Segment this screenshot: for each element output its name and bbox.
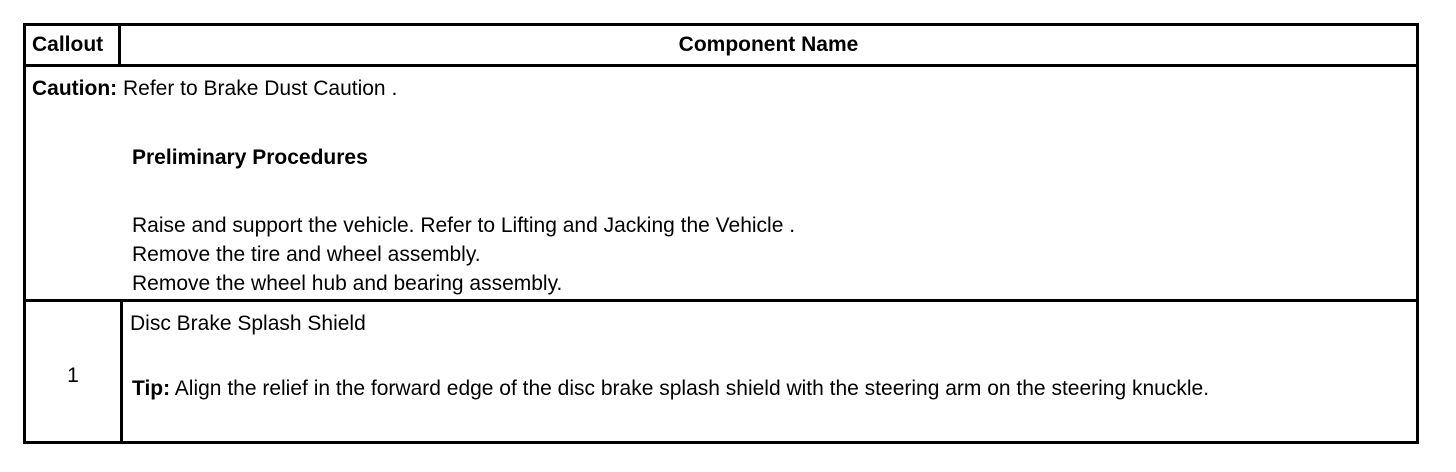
row-callout-number: 1 bbox=[26, 302, 123, 444]
tip-label: Tip: bbox=[132, 377, 171, 400]
header-component-name: Component Name bbox=[678, 33, 859, 56]
caution-text: Refer to Brake Dust Caution . bbox=[117, 77, 398, 100]
table-row bbox=[26, 302, 1416, 444]
component-table bbox=[23, 23, 1419, 444]
step-line: Remove the wheel hub and bearing assembly. bbox=[132, 272, 563, 295]
step-line: Remove the tire and wheel assembly. bbox=[132, 243, 481, 266]
row-component-name: Disc Brake Splash Shield bbox=[130, 312, 366, 335]
caution-label: Caution: bbox=[32, 77, 118, 100]
tip-text: Align the relief in the forward edge of the disc brake splash shield with the steering arm on the steering knuckle. bbox=[170, 377, 1210, 400]
caution-line bbox=[32, 77, 397, 101]
caution-row bbox=[26, 67, 1416, 302]
header-callout: Callout bbox=[26, 26, 121, 64]
preliminary-procedures-title: Preliminary Procedures bbox=[132, 146, 368, 169]
preliminary-steps bbox=[132, 211, 795, 298]
table-header-row bbox=[26, 26, 1416, 67]
row-tip bbox=[132, 377, 1209, 401]
step-line: Raise and support the vehicle. Refer to Lifting and Jacking the Vehicle . bbox=[132, 214, 796, 237]
